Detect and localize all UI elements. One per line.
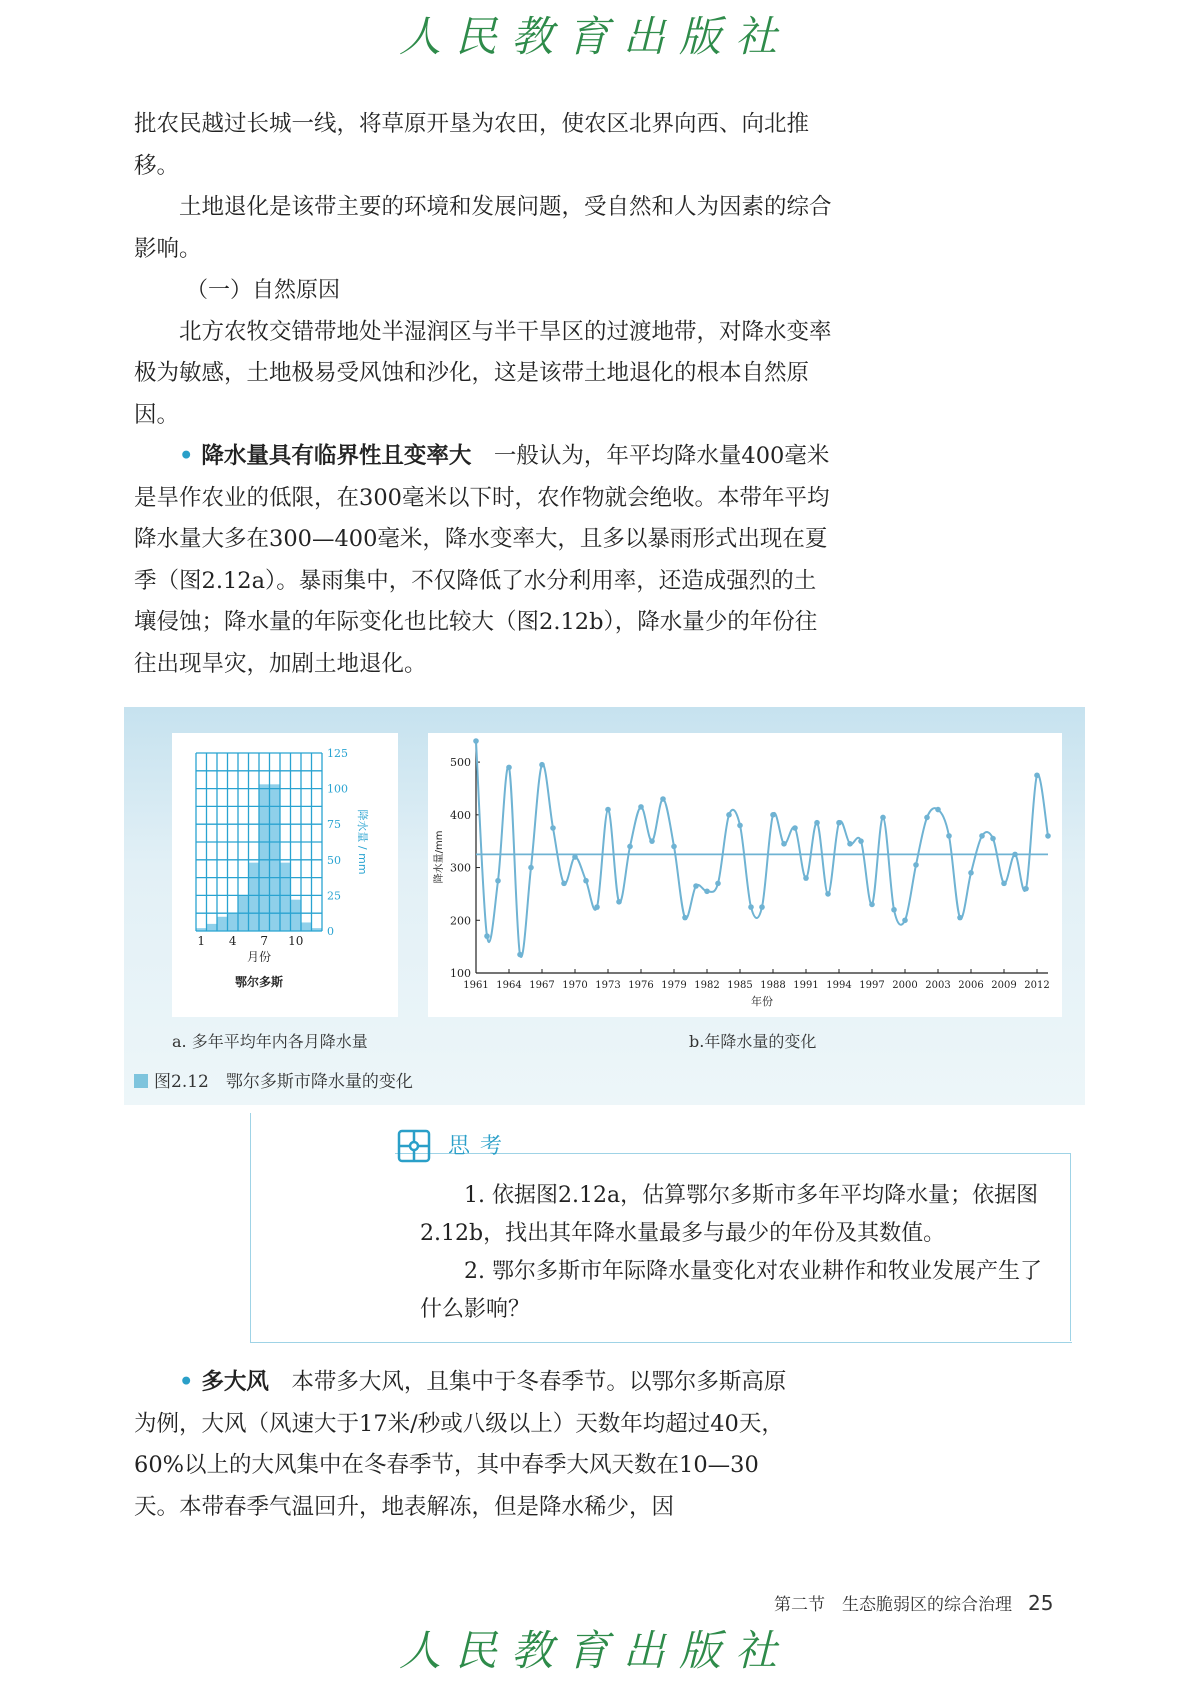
data-point-1966: [528, 865, 534, 871]
bar-month-3: [217, 917, 228, 931]
y-tick-label: 75: [327, 818, 341, 832]
data-point-1976: [638, 804, 644, 810]
paragraph-3: 北方农牧交错带地处半湿润区与半干旱区的过渡地带，对降水变率极为敏感，土地极易受风蚀和沙化，这是该带土地退化的根本自然原因。: [134, 318, 832, 428]
y-tick-label: 0: [327, 925, 334, 938]
x-tick-label: 1967: [529, 980, 555, 991]
y-tick-label: 100: [327, 782, 348, 796]
y-tick-label: 100: [450, 967, 471, 980]
data-point-1962: [484, 933, 490, 939]
data-point-1999: [891, 907, 897, 913]
bullet-dot-icon: •: [179, 443, 194, 469]
x-tick-label: 2000: [892, 980, 918, 991]
y-tick-label: 25: [327, 889, 341, 903]
data-point-2012: [1034, 772, 1040, 778]
data-point-1977: [649, 838, 655, 844]
data-point-1963: [495, 878, 501, 884]
bar-month-9: [280, 863, 291, 931]
data-point-1961: [473, 738, 479, 744]
data-point-2009: [1001, 881, 1007, 887]
bullet-wind-text: 本带多大风，且集中于冬春季节。以鄂尔多斯高原为例，大风（风速大于17米/秒或八级以上）天数年均超过40天，60%以上的大风集中在冬春季节，其中春季大风天数在10—30天。本带春季气温回升，地表解冻，但是降水稀少，因: [134, 1369, 787, 1520]
data-point-2006: [968, 870, 974, 876]
data-point-1989: [781, 841, 787, 847]
paragraph-1: 批农民越过长城一线，将草原开垦为农田，使农区北界向西、向北推移。: [134, 111, 810, 179]
think-box: [250, 1113, 1072, 1343]
data-point-2005: [957, 915, 963, 921]
data-point-1984: [726, 812, 732, 818]
data-point-2011: [1023, 886, 1029, 892]
data-point-2004: [946, 833, 952, 839]
x-tick-label: 1994: [826, 980, 852, 991]
x-tick-label: 10: [288, 934, 304, 948]
y-axis-label: 降水量 / mm: [356, 809, 369, 875]
annual-precipitation-chart: [428, 733, 1062, 1017]
x-tick-label: 1979: [661, 980, 687, 991]
x-tick-label: 1988: [760, 980, 786, 991]
x-tick-label: 1: [197, 934, 206, 948]
x-tick-label: 2009: [991, 980, 1017, 991]
data-point-1994: [836, 820, 842, 826]
figure-title-text: 鄂尔多斯市降水量的变化: [225, 1072, 413, 1092]
chart-location-label: 鄂尔多斯: [234, 975, 284, 989]
data-point-1991: [803, 875, 809, 881]
data-point-1996: [858, 838, 864, 844]
x-tick-label: 1973: [595, 980, 621, 991]
bar-month-11: [301, 922, 312, 931]
data-point-1967: [539, 762, 545, 768]
figure-title: [134, 1067, 413, 1092]
data-point-1980: [682, 915, 688, 921]
monthly-precipitation-chart: [172, 733, 398, 1017]
data-point-1990: [792, 825, 798, 831]
x-axis-label: 年份: [751, 995, 773, 1008]
x-axis-label: 月份: [246, 950, 272, 964]
data-point-1987: [759, 904, 765, 910]
bullet-wind-title: 多大风: [201, 1369, 269, 1395]
data-point-1970: [572, 854, 578, 860]
figure-2-12: [124, 707, 1085, 1105]
think-questions: [420, 1177, 1060, 1329]
data-point-1971: [583, 878, 589, 884]
precipitation-series-line: [476, 741, 1048, 957]
y-tick-label: 400: [450, 808, 471, 822]
footer-section: 第二节 生态脆弱区的综合治理: [774, 1595, 1012, 1615]
x-tick-label: 2012: [1024, 980, 1050, 991]
y-axis-label: 降水量/mm: [434, 830, 445, 884]
x-tick-label: 1982: [694, 980, 720, 991]
data-point-1993: [825, 891, 831, 897]
bullet-dot-icon: •: [179, 1369, 194, 1395]
chart-a-panel: [172, 733, 398, 1017]
data-point-1965: [517, 952, 523, 958]
bar-month-2: [207, 924, 218, 931]
data-point-1982: [704, 888, 710, 894]
data-point-1986: [748, 904, 754, 910]
figure-marker-icon: [134, 1074, 148, 1088]
section-heading-natural-causes: （一）自然原因: [186, 278, 341, 303]
data-point-2000: [902, 917, 908, 923]
data-point-2003: [935, 807, 941, 813]
page-number: 25: [1028, 1591, 1054, 1615]
x-tick-label: 2003: [925, 980, 951, 991]
bullet-precipitation-title: 降水量具有临界性且变率大: [201, 443, 472, 469]
x-tick-label: 1985: [727, 980, 753, 991]
x-tick-label: 1970: [562, 980, 588, 991]
data-point-1974: [616, 899, 622, 905]
x-tick-label: 1991: [793, 980, 819, 991]
think-question-1: 1. 依据图2.12a，估算鄂尔多斯市多年平均降水量；依据图2.12b，找出其年降水量最多与最少的年份及其数值。: [420, 1183, 1039, 1246]
data-point-1975: [627, 844, 633, 850]
x-tick-label: 7: [260, 934, 269, 948]
data-point-2002: [924, 815, 930, 821]
data-point-1979: [671, 844, 677, 850]
y-tick-label: 300: [450, 861, 471, 875]
paragraph-2: 土地退化是该带主要的环境和发展问题，受自然和人为因素的综合影响。: [134, 194, 832, 262]
x-tick-label: 2006: [958, 980, 984, 991]
data-point-1992: [814, 820, 820, 826]
bar-month-10: [291, 900, 302, 931]
y-tick-label: 125: [327, 747, 348, 760]
x-tick-label: 1997: [859, 980, 885, 991]
caption-b: b.年降水量的变化: [689, 1032, 817, 1051]
data-point-1988: [770, 812, 776, 818]
main-text-bottom: [134, 1362, 794, 1528]
x-tick-label: 1964: [496, 980, 522, 991]
page-footer: [774, 1590, 1053, 1615]
data-point-2007: [979, 833, 985, 839]
publisher-logo-footer: 人民教育出版社: [398, 1626, 791, 1675]
bullet-wind: [134, 1362, 794, 1528]
data-point-1969: [561, 881, 567, 887]
figure-label: 图2.12: [154, 1072, 209, 1092]
x-tick-label: 4: [228, 934, 237, 948]
data-point-1981: [693, 883, 699, 889]
data-point-2013: [1045, 833, 1051, 839]
data-point-1995: [847, 841, 853, 847]
data-point-2008: [990, 836, 996, 842]
x-tick-label: 1961: [463, 980, 489, 991]
think-question-2: 2. 鄂尔多斯市年际降水量变化对农业耕作和牧业发展产生了什么影响？: [420, 1259, 1042, 1322]
bar-month-4: [228, 914, 239, 931]
data-point-2001: [913, 862, 919, 868]
think-puzzle-icon: [395, 1127, 433, 1165]
data-point-1997: [869, 902, 875, 908]
caption-a: a. 多年平均年内各月降水量: [172, 1032, 368, 1051]
data-point-1964: [506, 765, 512, 771]
bullet-precipitation-text: 一般认为，年平均降水量400毫米是旱作农业的低限，在300毫米以下时，农作物就会绝收。本带年平均降水量大多在300—400毫米，降水变率大，且多以暴雨形式出现在夏季（图2.12a）。暴雨集中，不仅降低了水分利用率，还造成强烈的土壤侵蚀；降水量的年际变化也比较大（图2.12b），降水量少的年份往往出现旱灾，加剧土地退化。: [134, 443, 830, 677]
data-point-1985: [737, 823, 743, 829]
think-title: 思考: [448, 1134, 513, 1159]
chart-b-panel: [428, 733, 1062, 1017]
y-tick-label: 50: [327, 853, 341, 867]
data-point-1968: [550, 825, 556, 831]
bullet-precipitation: [134, 436, 834, 685]
data-point-1998: [880, 815, 886, 821]
y-tick-label: 500: [450, 756, 471, 770]
data-point-1978: [660, 796, 666, 802]
data-point-1973: [605, 807, 611, 813]
y-tick-label: 200: [450, 914, 471, 928]
main-text-top: [134, 104, 834, 685]
x-tick-label: 1976: [628, 980, 654, 991]
data-point-2010: [1012, 852, 1018, 858]
data-point-1983: [715, 881, 721, 887]
bar-month-6: [249, 863, 260, 931]
publisher-logo-header: 人民教育出版社: [398, 12, 791, 61]
data-point-1972: [594, 904, 600, 910]
